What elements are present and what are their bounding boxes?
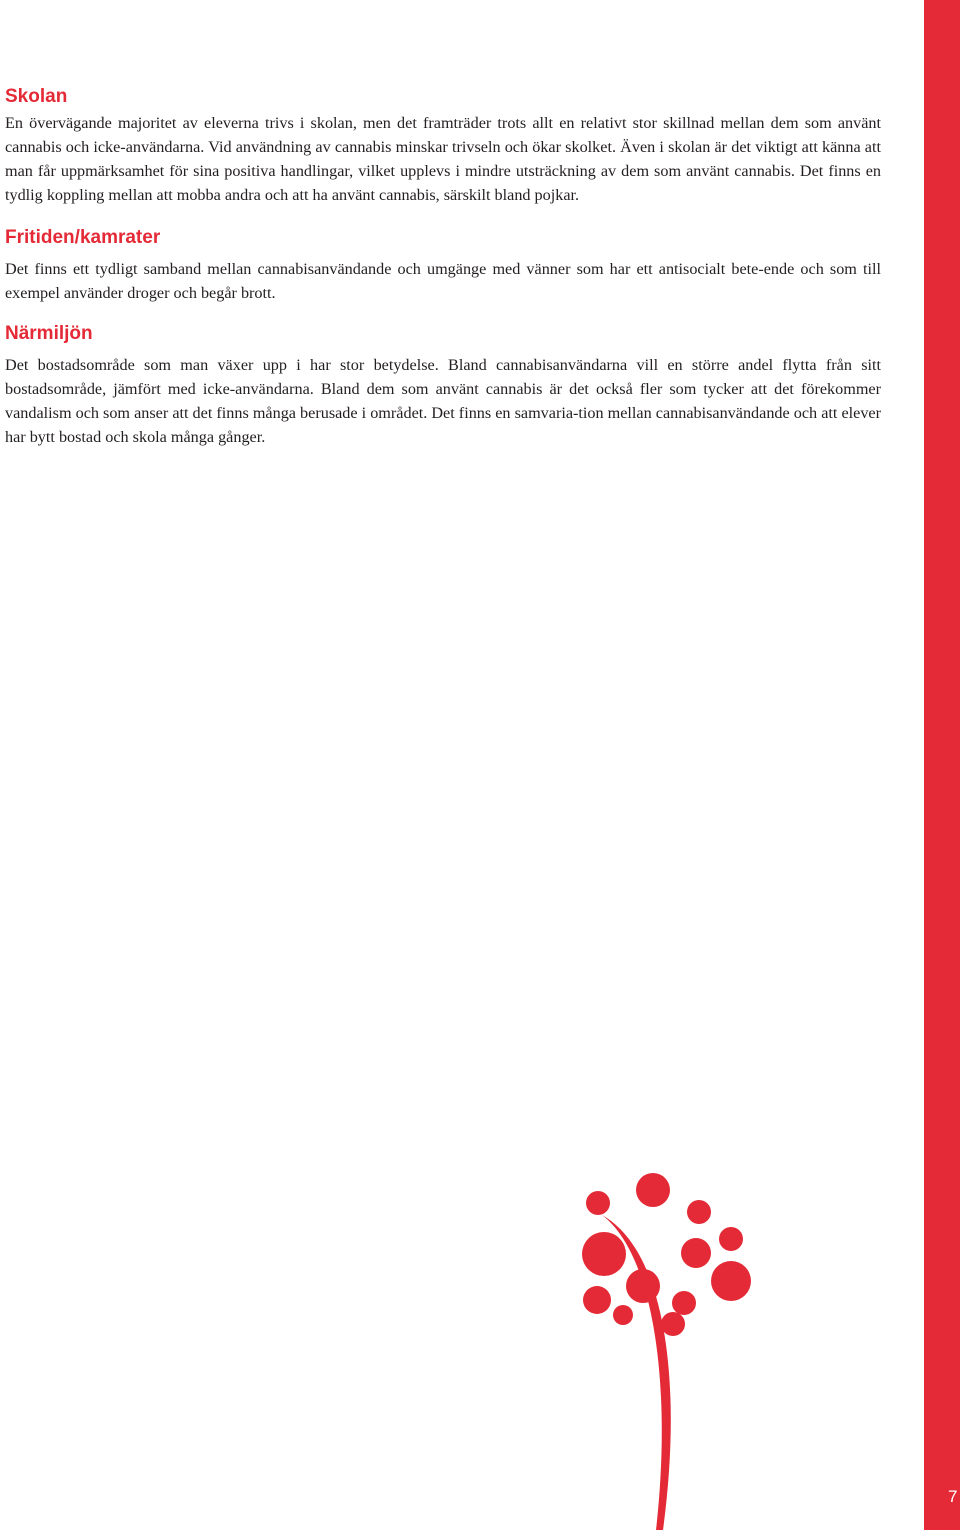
section-body-fritiden-kamrater: Det finns ett tydligt samband mellan cannabisanvändande och umgänge med vänner som har ett antisocialt bete-ende och som till exempel använder droger och begår brott. — [5, 260, 881, 302]
section-narmiljon — [5, 321, 881, 449]
section-heading-fritiden-kamrater: Fritiden/kamrater — [5, 227, 161, 248]
page-content — [5, 84, 881, 449]
side-color-bar — [924, 0, 960, 1530]
page-number: 7 — [948, 1487, 958, 1506]
section-body-skolan: En övervägande majoritet av eleverna trivs i skolan, men det framträder trots allt en relativt stor skillnad mellan dem som använt cannabis och icke-användarna. Vid användning av cannabis minskar trivseln och ökar skolket. Även i skolan är det viktigt att känna att man får uppmärksamhet för sina positiva handlingar, vilket upplevs i mindre utsträckning av dem som använt cannabis. Det finns en tydlig koppling mellan att mobba andra och att ha använt cannabis, särskilt bland pojkar. — [5, 114, 881, 204]
section-body-narmiljon: Det bostadsområde som man växer upp i har stor betydelse. Bland cannabisanvändarna vill en större andel flytta från sitt bostadsområde, jämfört med icke-användarna. Bland dem som använt cannabis är det också fler som tycker att det förekommer vandalism och som anser att det finns många berusade i området. Det finns en samvaria-tion mellan cannabisanvändande och att elever har bytt bostad och skola många gånger. — [5, 356, 881, 446]
section-skolan — [5, 84, 881, 207]
section-heading-narmiljon: Närmiljön — [5, 323, 93, 344]
section-heading-skolan: Skolan — [5, 86, 68, 107]
section-fritiden-kamrater — [5, 225, 881, 305]
flower-logo-icon — [560, 1160, 780, 1530]
